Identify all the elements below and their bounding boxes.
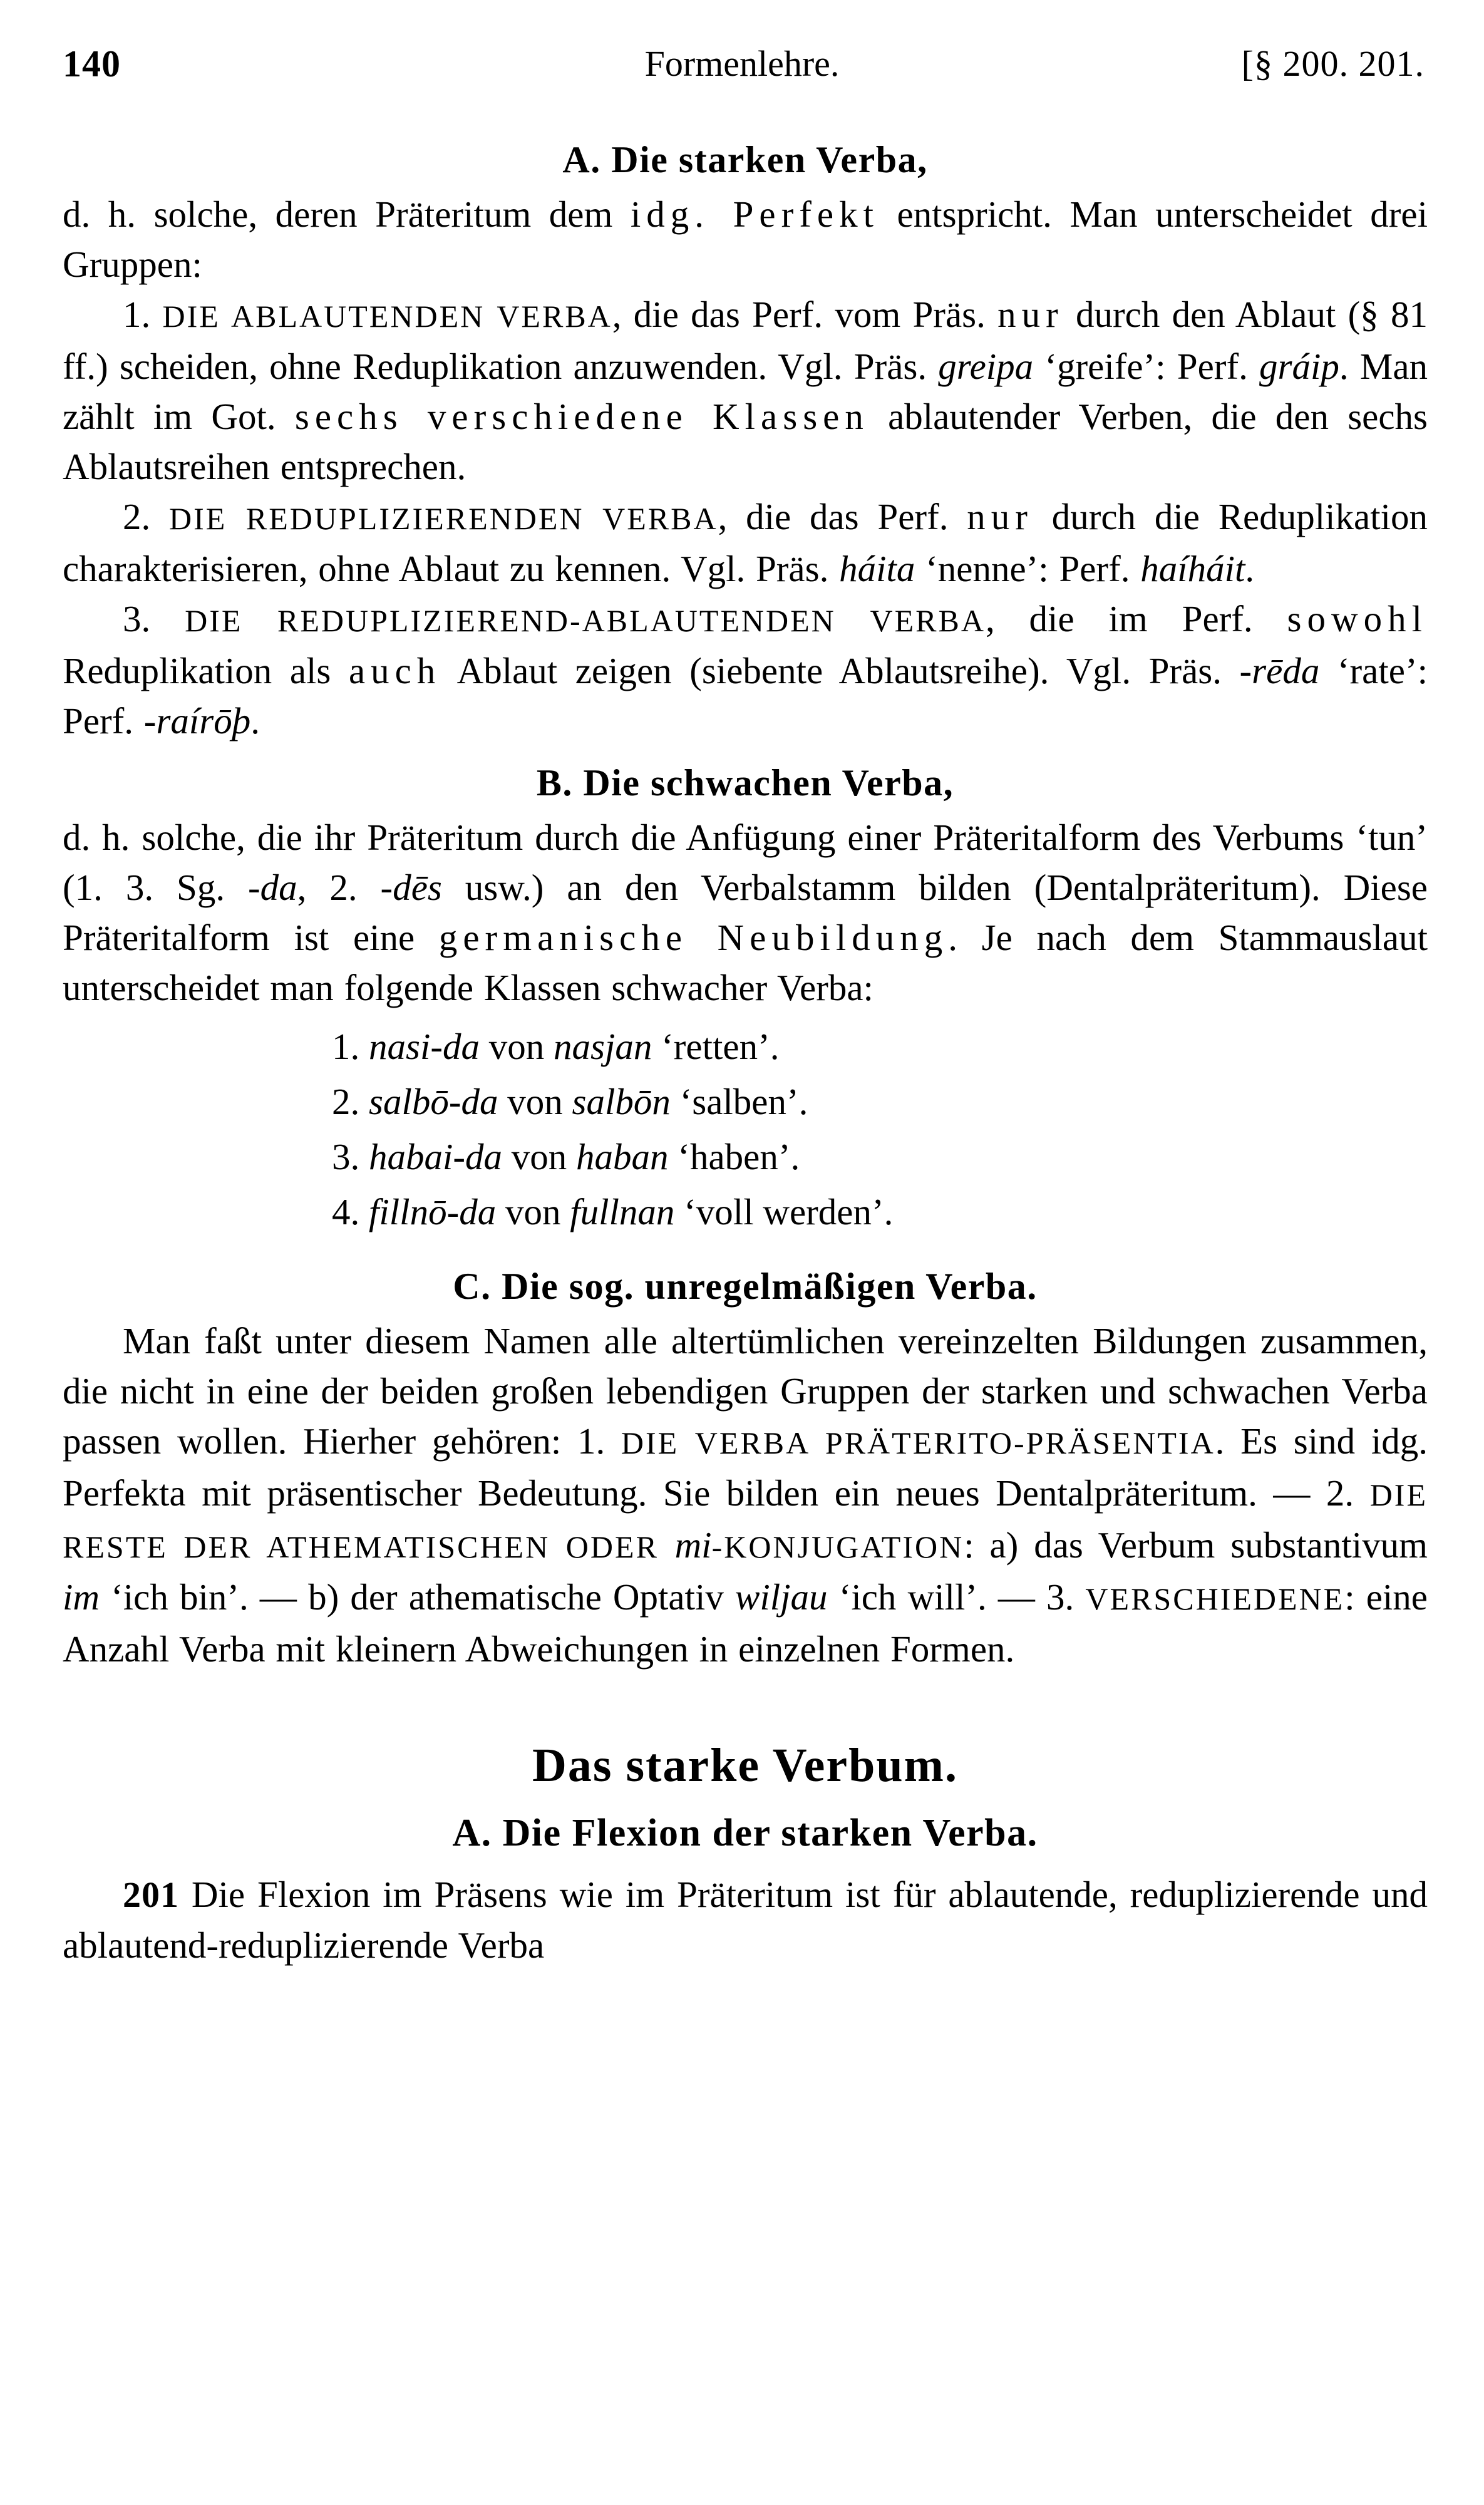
text-run: ablautender Verben, die den sechs Ablautsreihen entsprechen.	[63, 396, 1428, 487]
italic-run: haban	[576, 1136, 669, 1177]
text-run: d. h. solche, die ihr Präteritum durch die Anfügung einer Präteritalform des Verbums ‘tun’ (1. 3. Sg.	[63, 817, 1428, 908]
item-number: 1.	[123, 294, 151, 335]
text-run: d. h. solche, deren Präteritum dem	[63, 194, 631, 235]
italic-run: háita	[839, 548, 915, 589]
paragraph-201	[63, 1869, 1428, 1970]
text-run: Man faßt unter diesem Namen alle altertümlichen vereinzelten Bildungen zusammen, die nicht in eine der beiden großen lebendigen Gruppen der starken und schwachen Verba passen wollen. Hierher gehören: 1.	[63, 1320, 1428, 1462]
item-number: 4.	[332, 1191, 360, 1232]
letterspaced-run: nur	[997, 294, 1064, 335]
italic-run: fillnō-da	[369, 1191, 497, 1232]
letterspaced-run: sowohl	[1287, 598, 1428, 639]
chapter-title: Das starke Verbum.	[532, 1739, 958, 1792]
text-run: . Man zählt im Got.	[63, 346, 1428, 437]
paragraph-a-intro	[63, 189, 1428, 289]
italic-run: wiljau	[735, 1576, 828, 1618]
text-run: durch den Ablaut (§ 81 ff.) scheiden, ohne Reduplikation anzuwenden. Vgl. Präs.	[63, 294, 1428, 387]
italic-run: im	[63, 1576, 100, 1618]
italic-run: haíháit	[1140, 548, 1245, 589]
text-run: ‘ich will’. — 3.	[827, 1576, 1086, 1618]
text-run: . Je nach dem Stammauslaut unterscheidet man folgende Klassen schwacher Verba:	[63, 917, 1428, 1008]
text-run: .	[250, 700, 260, 741]
spacer	[63, 1797, 1428, 1805]
italic-run: -da	[248, 867, 297, 908]
letterspaced-run: germanische Neubildung	[438, 917, 949, 958]
text-run: ‘retten’.	[652, 1026, 780, 1067]
running-title: Formenlehre.	[644, 43, 840, 84]
text-run: Reduplikation als	[63, 650, 349, 691]
weak-verb-class-list	[63, 1019, 1428, 1239]
heading-section-c: C. Die sog. unregelmäßigen Verba.	[453, 1266, 1038, 1307]
spacer	[63, 1239, 1428, 1258]
spacer	[63, 746, 1428, 755]
section-number-201: 201	[123, 1874, 179, 1915]
item-number: 3.	[332, 1136, 360, 1177]
spacer	[63, 1861, 1428, 1869]
text-run: . Es sind idg. Perfekta mit präsentischer Bedeutung. Sie bilden ein neues Dentalpräteritum. — 2.	[63, 1420, 1428, 1514]
smallcaps-run: DIE ABLAUTENDEN VERBA	[162, 299, 612, 334]
list-item	[63, 1074, 1428, 1129]
text-run: von	[502, 1136, 577, 1177]
item-number: 1.	[332, 1026, 360, 1067]
paragraph-a-item-2	[63, 492, 1428, 594]
item-number: 2.	[123, 496, 151, 537]
item-number: 3.	[123, 598, 151, 639]
letterspaced-run: sechs verschiedene Klassen	[294, 396, 869, 437]
paragraph-c-body	[63, 1316, 1428, 1674]
italic-run: mi	[674, 1524, 712, 1566]
list-item	[63, 1129, 1428, 1184]
spacer	[63, 1674, 1428, 1734]
text-run: von	[496, 1191, 570, 1232]
text-run: ‘ich bin’. — b) der athematische Optativ	[100, 1576, 736, 1618]
italic-run: salbōn	[572, 1081, 671, 1122]
list-item	[63, 1019, 1428, 1074]
text-run: ‘voll werden’.	[674, 1191, 894, 1232]
italic-run: -raírōþ	[143, 700, 251, 741]
italic-run: greipa	[938, 346, 1034, 387]
text-run: ‘nenne’: Perf.	[915, 548, 1141, 589]
text-column	[63, 132, 1428, 1970]
text-run: ‘haben’.	[668, 1136, 800, 1177]
text-run: : eine Anzahl Verba mit kleinern Abweichungen in einzelnen Formen.	[63, 1576, 1428, 1670]
text-run: durch die Reduplikation charakterisieren, ohne Ablaut zu kennen. Vgl. Präs.	[63, 496, 1428, 589]
text-run: Ablaut zeigen (siebente Ablautsreihe). Vgl. Präs.	[441, 650, 1240, 691]
text-run: von	[498, 1081, 572, 1122]
italic-run: habai-da	[369, 1136, 503, 1177]
text-run: .	[1245, 548, 1255, 589]
letterspaced-run: idg. Perfekt	[630, 194, 879, 235]
text-run: von	[480, 1026, 554, 1067]
text-run: , 2.	[297, 867, 381, 908]
text-run: ‘rate’: Perf.	[63, 650, 1428, 741]
italic-run: nasi-da	[369, 1026, 480, 1067]
italic-run: -dēs	[380, 867, 442, 908]
letterspaced-run: auch	[348, 650, 441, 691]
heading-section-a: A. Die starken Verba,	[562, 139, 928, 180]
smallcaps-run: DIE REDUPLIZIERENDEN VERBA	[169, 501, 718, 536]
text-run: usw.) an den Verbalstamm bilden (Dentalpräteritum). Diese Präteritalform ist eine	[63, 867, 1428, 958]
smallcaps-run: VERSCHIEDENE	[1085, 1581, 1345, 1616]
running-head	[59, 39, 1425, 89]
paragraph-a-item-1	[63, 289, 1428, 492]
italic-run: nasjan	[554, 1026, 652, 1067]
smallcaps-run: DIE REDUPLIZIEREND-ABLAUTENDEN VERBA	[185, 603, 986, 638]
list-item	[63, 1184, 1428, 1239]
paragraph-a-item-3	[63, 594, 1428, 746]
smallcaps-run: -KONJUGATION	[711, 1529, 964, 1564]
smallcaps-run: DIE RESTE DER ATHEMATISCHEN ODER	[63, 1477, 1428, 1564]
page-number: 140	[63, 43, 121, 85]
text-run: ‘salben’.	[670, 1081, 808, 1122]
italic-run: salbō-da	[369, 1081, 498, 1122]
paragraph-b-intro	[63, 812, 1428, 1013]
heading-section-b: B. Die schwachen Verba,	[536, 762, 954, 803]
text-run: : a) das Verbum substantivum	[964, 1524, 1428, 1566]
smallcaps-run: DIE VERBA PRÄTERITO-PRÄSENTIA	[621, 1425, 1215, 1460]
text-run: , die das Perf. vom Präs.	[612, 294, 998, 335]
italic-run: gráip	[1259, 346, 1339, 387]
chapter-subtitle: A. Die Flexion der starken Verba.	[452, 1812, 1038, 1854]
item-number: 2.	[332, 1081, 360, 1122]
section-reference: [§ 200. 201.	[1241, 43, 1425, 84]
letterspaced-run: nur	[967, 496, 1033, 537]
italic-run: -rēda	[1239, 650, 1320, 691]
italic-run: fullnan	[570, 1191, 675, 1232]
text-run: ‘greife’: Perf.	[1033, 346, 1260, 387]
text-run: , die im Perf.	[985, 598, 1287, 639]
text-run: , die das Perf.	[718, 496, 967, 537]
text-run: entspricht. Man unterscheidet drei Gruppen:	[63, 194, 1428, 285]
text-run: Die Flexion im Präsens wie im Präteritum ist für ablautende, reduplizierende und ablautend-reduplizierende Verba	[63, 1874, 1428, 1966]
